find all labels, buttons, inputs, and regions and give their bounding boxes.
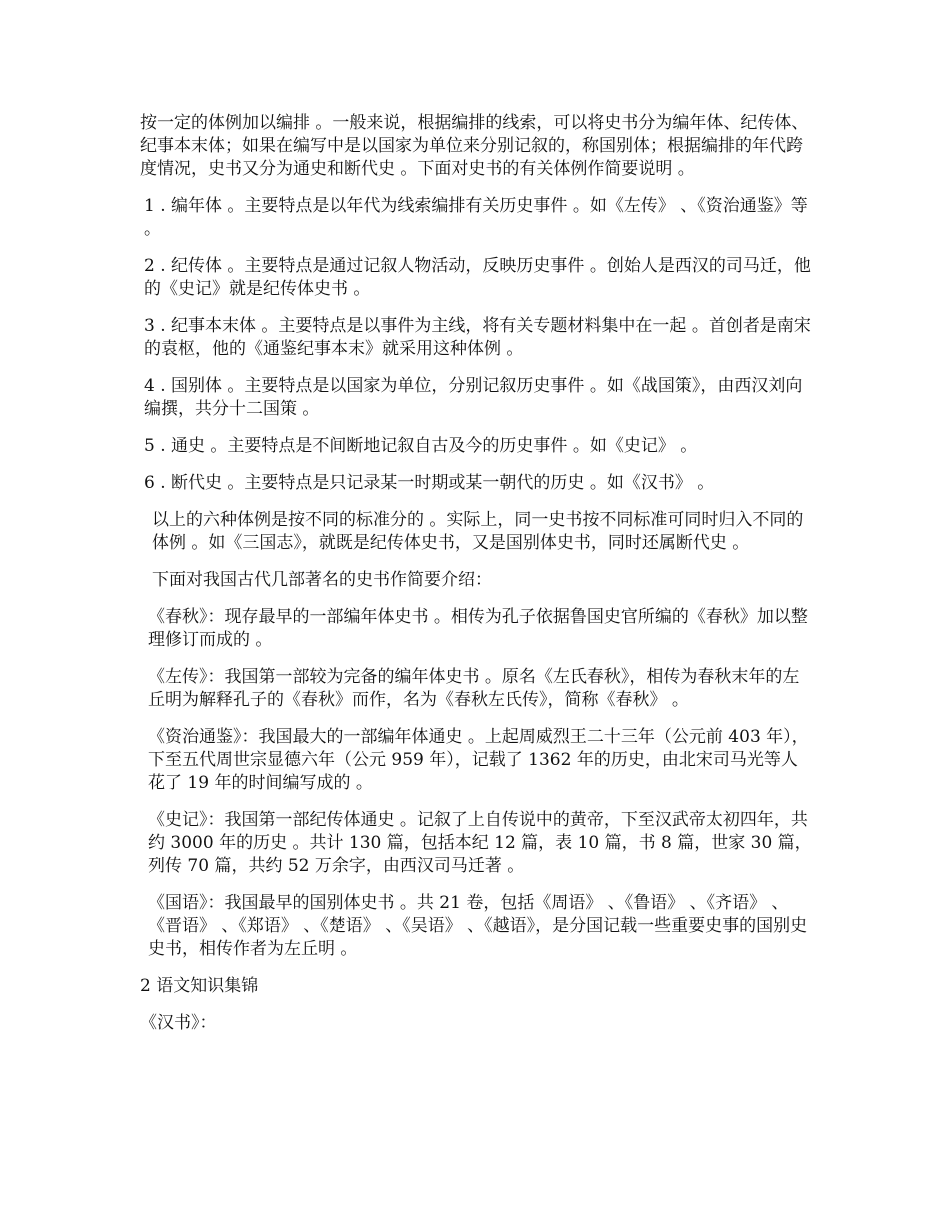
book-guoyu-paragraph: 《国语》：我国最早的国别体史书 。共 21 卷，包括《周语》 、《鲁语》 、《齐语》 、《晋语》 、《郑语》 、《楚语》 、《吴语》 、《越语》，是分国记载一些重要史事的国别史史书，相传作者为左丘明 。 (148, 893, 808, 959)
list-item-general-history: 5 . 通史 。主要特点是不间断地记叙自古及今的历史事件 。如《史记》 。 (144, 436, 698, 456)
list-item-dynastic-history: 6 . 断代史 。主要特点是只记录某一时期或某一朝代的历史 。如《汉书》 。 (144, 473, 715, 493)
list-item-biographical: 2 . 纪传体 。主要特点是通过记叙人物活动，反映历史事件 。创始人是西汉的司马迁，他的《史记》就是纪传体史书 。 (144, 256, 811, 299)
list-item-chronological: 1 . 编年体 。主要特点是以年代为线索编排有关历史事件 。如《左传》 、《资治通鉴》等 。 (144, 196, 808, 239)
intro-books-paragraph: 下面对我国古代几部著名的史书作简要介绍： (152, 570, 492, 590)
list-item-country-based: 4 . 国别体 。主要特点是以国家为单位，分别记叙历史事件 。如《战国策》，由西汉刘向编撰，共分十二国策 。 (144, 376, 803, 419)
book-zuozhuan-paragraph: 《左传》：我国第一部较为完备的编年体史书 。原名《左氏春秋》，相传为春秋末年的左丘明为解释孔子的《春秋》而作，名为《春秋左氏传》，简称《春秋》 。 (148, 667, 800, 710)
intro-paragraph: 按一定的体例加以编排 。一般来说，根据编排的线索，可以将史书分为编年体、纪传体、纪事本末体；如果在编写中是以国家为单位来分别记叙的，称国别体；根据编排的年代跨度情况，史书又分为通史和断代史 。下面对史书的有关体例作简要说明 。 (140, 113, 809, 179)
section-heading: 2 语文知识集锦 (140, 976, 259, 996)
book-hanshu-heading: 《汉书》： (140, 1013, 217, 1033)
summary-paragraph: 以上的六种体例是按不同的标准分的 。实际上，同一史书按不同标准可同时归入不同的体例 。如《三国志》，就既是纪传体史书，又是国别体史书，同时还属断代史 。 (152, 510, 804, 553)
book-chunqiu-paragraph: 《春秋》：现存最早的一部编年体史书 。相传为孔子依据鲁国史官所编的《春秋》加以整理修订而成的 。 (148, 607, 808, 650)
book-shiji-paragraph: 《史记》：我国第一部纪传体通史 。记叙了上自传说中的黄帝，下至汉武帝太初四年，共约 3000 年的历史 。共计 130 篇，包括本纪 12 篇，表 10 篇，书 8 篇，世家 30 篇，列传 70 篇，共约 52 万余字，由西汉司马迁著 。 (148, 810, 812, 876)
list-item-event-based: 3 . 纪事本末体 。主要特点是以事件为主线，将有关专题材料集中在一起 。首创者是南宋的袁枢，他的《通鉴纪事本末》就采用这种体例 。 (144, 316, 811, 359)
document-body (140, 112, 812, 1049)
book-zizhitongjian-paragraph: 《资治通鉴》：我国最大的一部编年体通史 。上起周威烈王二十三年（公元前 403 年），下至五代周世宗显德六年（公元 959 年），记载了 1362 年的历史，由北宋司马光等人花了 19 年的时间编写成的 。 (148, 727, 809, 793)
